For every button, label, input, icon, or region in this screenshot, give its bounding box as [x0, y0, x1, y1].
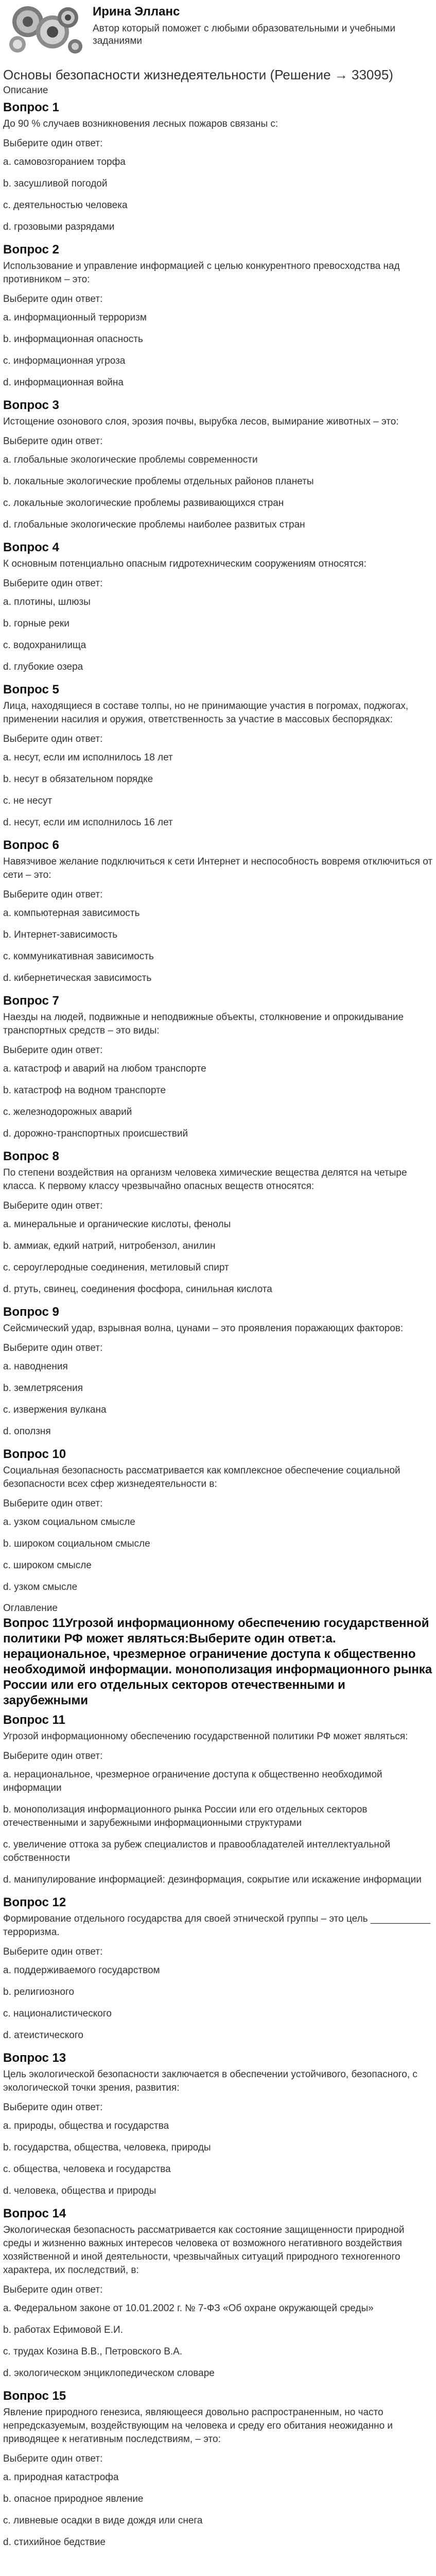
answer-option[interactable]: d. манипулирование информацией: дезинформация, сокрытие или искажение информации [3, 1874, 422, 1885]
question-text: Сейсмический удар, взрывная волна, цунами – это проявления поражающих факторов: [3, 1323, 404, 1334]
answer-option[interactable]: c. коммуникативная зависимость [3, 951, 154, 962]
answer-option[interactable]: d. атеистического [3, 2030, 83, 2041]
question-text: До 90 % случаев возникновения лесных пожаров связаны с: [3, 118, 278, 129]
question-title: Вопрос 2 [3, 243, 59, 257]
answer-option[interactable]: d. человека, общества и природы [3, 2185, 156, 2196]
question-text: Формирование отдельного государства для своей этнической группы – это цель ___________ терроризма. [3, 1913, 431, 1938]
answer-option[interactable]: c. локальные экологические проблемы развивающихся стран [3, 498, 284, 509]
answer-option[interactable]: a. минеральные и органические кислоты, фенолы [3, 1219, 231, 1230]
answer-options [3, 1768, 433, 1887]
question-title: Вопрос 4 [3, 540, 59, 554]
answer-option[interactable]: a. Федеральном законе от 10.01.2002 г. № 7-ФЗ «Об охране окружающей среды» [3, 2303, 374, 2314]
answer-option[interactable]: b. аммиак, едкий натрий, нитробензол, анилин [3, 1241, 216, 1251]
answer-option[interactable]: a. узком социальном смысле [3, 1517, 135, 1528]
answer-options [3, 453, 433, 532]
answer-option[interactable]: c. железнодорожных аварий [3, 1107, 132, 1117]
answer-options [3, 2471, 433, 2549]
answer-options [3, 2302, 433, 2380]
answer-option[interactable]: d. информационная война [3, 377, 124, 388]
question-block [3, 1149, 433, 1296]
question-text: Использование и управление информацией с целью конкурентного превосходства над противником – это: [3, 261, 400, 285]
choose-instruction: Выберите один ответ: [3, 1946, 103, 1957]
question-title: Вопрос 12 [3, 1895, 66, 1909]
answer-option[interactable]: c. информационная угроза [3, 355, 126, 366]
question-block [3, 2388, 433, 2549]
answer-option[interactable]: c. извержения вулкана [3, 1404, 107, 1415]
question-text: Экологическая безопасность рассматривается как состояние защищенности природной среды и жизненно важных интересов человека от возможного негативного воздействия хозяйственной и иной деятельности, чрезвычайных ситуаций природного техногенного характера, их последствий, в: [3, 2225, 405, 2276]
answer-option[interactable]: a. глобальные экологические проблемы современности [3, 454, 258, 465]
answer-option[interactable]: b. несут в обязательном порядке [3, 774, 153, 785]
answer-option[interactable]: b. горные реки [3, 618, 69, 629]
questions-list-secondary [3, 1713, 433, 2549]
choose-instruction: Выберите один ответ: [3, 578, 103, 589]
question-title: Вопрос 8 [3, 1149, 59, 1163]
question-title: Вопрос 10 [3, 1447, 66, 1461]
answer-option[interactable]: c. увеличение оттока за рубеж специалистов и правообладателей интеллектуальной собственности [3, 1839, 391, 1863]
question-title: Вопрос 7 [3, 994, 59, 1008]
question-text: Цель экологической безопасности заключается в обеспечении устойчивого, безопасного, с экологической точки зрения, развития: [3, 2069, 417, 2093]
question-text: Явление природного генезиса, являющееся довольно распространенным, но часто непредсказуемым, воздействующим на человека и среду его обитания неожиданно и приводящее к негативным последствиям, – это: [3, 2407, 393, 2445]
answer-option[interactable]: a. нерациональное, чрезмерное ограничение доступа к общественно необходимой информации [3, 1769, 382, 1793]
answer-option[interactable]: a. катастроф и аварий на любом транспорте [3, 1063, 206, 1074]
question-title: Вопрос 3 [3, 398, 59, 412]
answer-option[interactable]: c. деятельностью человека [3, 200, 128, 211]
choose-instruction: Выберите один ответ: [3, 138, 103, 149]
question-text: Угрозой информационному обеспечению государственной политики РФ может являться: [3, 1731, 408, 1742]
answer-options [3, 156, 433, 234]
answer-option[interactable]: b. Интернет-зависимость [3, 929, 118, 940]
question-text: По степени воздействия на организм человека химические вещества делятся на четыре класса. К первому классу чрезвычайно опасных веществ относятся: [3, 1167, 407, 1192]
question-text: Социальная безопасность рассматривается как комплексное обеспечение социальной безопасности всех сфер жизнедеятельности в: [3, 1465, 400, 1489]
question-title: Вопрос 13 [3, 2051, 66, 2065]
question-title: Вопрос 11 [3, 1713, 65, 1727]
answer-option[interactable]: a. природы, общества и государства [3, 2121, 169, 2131]
question-title: Вопрос 14 [3, 2207, 66, 2221]
answer-option[interactable]: d. стихийное бедствие [3, 2537, 106, 2548]
answer-options [3, 311, 433, 389]
answer-option[interactable]: b. катастроф на водном транспорте [3, 1085, 166, 1096]
choose-instruction: Выберите один ответ: [3, 1343, 103, 1353]
choose-instruction: Выберите один ответ: [3, 1200, 103, 1211]
choose-instruction: Выберите один ответ: [3, 889, 103, 900]
answer-option[interactable]: a. плотины, шлюзы [3, 597, 91, 607]
answer-option[interactable]: b. работах Ефимовой Е.И. [3, 2325, 123, 2335]
question-block [3, 1304, 433, 1438]
answer-option[interactable]: a. информационный терроризм [3, 312, 147, 323]
author-info [93, 2, 433, 47]
answer-options [3, 907, 433, 985]
author-description: Автор который поможет с любыми образовательными и учебными заданиями [93, 23, 395, 46]
question-text: К основным потенциально опасным гидротехническим сооружениям относятся: [3, 558, 367, 569]
question-title: Вопрос 1 [3, 100, 59, 114]
question-title: Вопрос 6 [3, 838, 59, 852]
answer-option[interactable]: d. глубокие озера [3, 662, 83, 672]
answer-option[interactable]: b. землетрясения [3, 1383, 83, 1394]
answer-option[interactable]: c. общества, человека и государства [3, 2164, 171, 2175]
answer-option[interactable]: d. глобальные экологические проблемы наиболее развитых стран [3, 519, 305, 530]
question-title: Вопрос 15 [3, 2389, 66, 2403]
answer-option[interactable]: a. несут, если им исполнилось 18 лет [3, 752, 173, 763]
answer-option[interactable]: a. компьютерная зависимость [3, 908, 140, 919]
answer-option[interactable]: d. узком смысле [3, 1582, 78, 1592]
toc-label: Оглавление [3, 1603, 58, 1614]
answer-option[interactable]: a. самовозгоранием торфа [3, 157, 126, 167]
answer-options [3, 1516, 433, 1594]
question-block [3, 1895, 433, 2042]
question-block [3, 993, 433, 1141]
answer-option[interactable]: c. националистического [3, 2008, 112, 2019]
answer-option[interactable]: a. поддерживаемого государством [3, 1965, 160, 1976]
answer-options [3, 596, 433, 674]
question-block [3, 242, 433, 389]
question-block [3, 100, 433, 234]
answer-options [3, 1360, 433, 1438]
answer-options [3, 2120, 433, 2198]
question-block [3, 398, 433, 532]
toc-entry[interactable]: Вопрос 11Угрозой информационному обеспечению государственной политики РФ может являться:Выберите один ответ:a. нерациональное, чрезмерное ограничение доступа к общественно необходимой информации. монополизация информационного рынка России или его отдельных секторов отечественными и зарубежными [3, 1616, 432, 1707]
author-name[interactable]: Ирина Элланс [93, 5, 180, 19]
answer-option[interactable]: a. наводнения [3, 1361, 68, 1372]
answer-option[interactable]: d. оползня [3, 1426, 51, 1437]
author-card [3, 0, 433, 57]
answer-option[interactable]: b. опасное природное явление [3, 2494, 144, 2504]
answer-option[interactable]: d. ртуть, свинец, соединения фосфора, синильная кислота [3, 1284, 272, 1295]
choose-instruction: Выберите один ответ: [3, 1751, 103, 1761]
answer-option[interactable]: c. водохранилища [3, 640, 86, 651]
answer-option[interactable]: b. локальные экологические проблемы отдельных районов планеты [3, 476, 314, 487]
answer-option[interactable]: c. трудах Козина В.В., Петровского В.А. [3, 2346, 183, 2357]
answer-option[interactable]: b. монополизация информационного рынка России или его отдельных секторов отечественными и зарубежными информационными структурами [3, 1804, 368, 1828]
question-text: Навязчивое желание подключиться к сети Интернет и неспособность вовремя отключиться от сети – это: [3, 856, 433, 880]
answer-options [3, 1964, 433, 2042]
answer-option[interactable]: c. не несут [3, 795, 53, 806]
choose-instruction: Выберите один ответ: [3, 2284, 103, 2295]
answer-options [3, 1062, 433, 1141]
answer-option[interactable]: b. государства, общества, человека, природы [3, 2142, 211, 2153]
answer-option[interactable]: c. широком смысле [3, 1560, 92, 1571]
choose-instruction: Выберите один ответ: [3, 2102, 103, 2113]
answer-option[interactable]: d. кибернетическая зависимость [3, 973, 152, 984]
question-block [3, 1447, 433, 1594]
document-title: Основы безопасности жизнедеятельности (Решение → 33095) [3, 67, 393, 82]
questions-list-primary [3, 100, 433, 1594]
answer-option[interactable]: c. ливневые осадки в виде дождя или снега [3, 2515, 203, 2526]
answer-option[interactable]: d. дорожно-транспортных происшествий [3, 1128, 188, 1139]
answer-option[interactable]: d. грозовыми разрядами [3, 222, 115, 232]
question-block [3, 838, 433, 985]
question-text: Наезды на людей, подвижные и неподвижные объекты, столкновение и опрокидывание транспортных средств – это виды: [3, 1012, 404, 1036]
answer-option[interactable]: d. несут, если им исполнилось 16 лет [3, 817, 173, 828]
question-title: Вопрос 5 [3, 683, 59, 697]
question-block [3, 682, 433, 829]
question-block [3, 2050, 433, 2198]
description-label: Описание [3, 85, 48, 96]
answer-option[interactable]: b. религиозного [3, 1987, 75, 1997]
answer-options [3, 751, 433, 829]
question-title: Вопрос 9 [3, 1305, 59, 1319]
choose-instruction: Выберите один ответ: [3, 436, 103, 447]
answer-option[interactable]: b. засушливой погодой [3, 178, 108, 189]
question-block [3, 540, 433, 674]
avatar[interactable] [3, 2, 85, 56]
choose-instruction: Выберите один ответ: [3, 734, 103, 744]
question-text: Лица, находящиеся в составе толпы, но не принимающие участия в погромах, поджогах, применении насилия и оружия, ответственность за участие в массовых беспорядках: [3, 701, 409, 725]
answer-option[interactable]: b. широком социальном смысле [3, 1538, 150, 1549]
answer-option[interactable]: a. природная катастрофа [3, 2472, 119, 2483]
answer-option[interactable]: d. экологическом энциклопедическом словаре [3, 2368, 215, 2379]
answer-option[interactable]: c. сероуглеродные соединения, метиловый спирт [3, 1262, 229, 1273]
answer-options [3, 1218, 433, 1296]
choose-instruction: Выберите один ответ: [3, 2453, 103, 2464]
question-block [3, 1713, 433, 1887]
question-text: Истощение озонового слоя, эрозия почвы, вырубка лесов, вымирание животных – это: [3, 416, 399, 427]
choose-instruction: Выберите один ответ: [3, 1045, 103, 1056]
choose-instruction: Выберите один ответ: [3, 294, 103, 304]
answer-option[interactable]: b. информационная опасность [3, 334, 143, 345]
question-block [3, 2206, 433, 2380]
choose-instruction: Выберите один ответ: [3, 1498, 103, 1509]
